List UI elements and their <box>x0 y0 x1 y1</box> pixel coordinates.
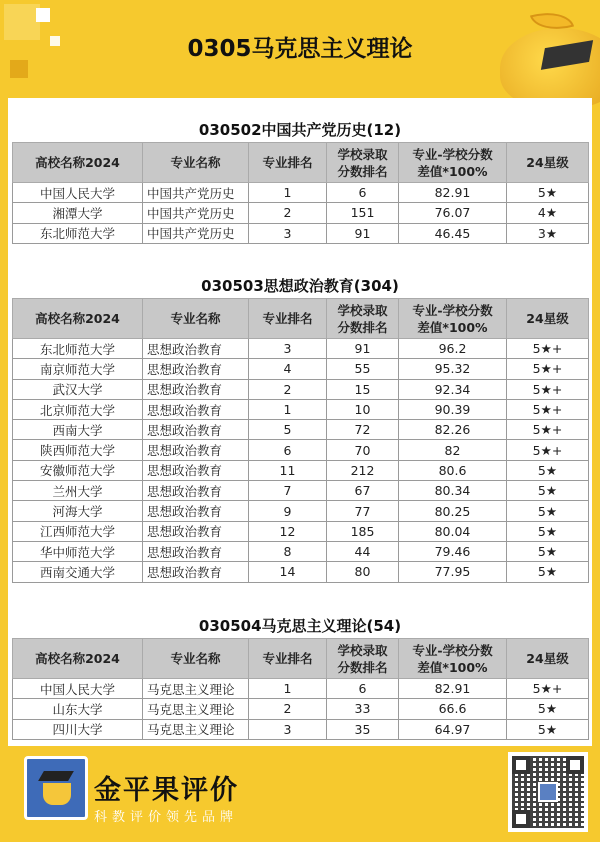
major-cell: 思想政治教育 <box>143 460 249 480</box>
major-rank-cell: 12 <box>249 521 327 541</box>
major-rank-cell: 7 <box>249 481 327 501</box>
col-header-score-diff: 专业-学校分数 差值*100% <box>399 143 507 183</box>
star-rating-cell: 5★ <box>507 719 589 739</box>
major-rank-cell: 5 <box>249 420 327 440</box>
table-header-row <box>13 299 589 339</box>
university-cell: 山东大学 <box>13 699 143 719</box>
score-rank-cell: 33 <box>327 699 399 719</box>
score-diff-cell: 66.6 <box>399 699 507 719</box>
score-rank-cell: 80 <box>327 562 399 582</box>
university-cell: 南京师范大学 <box>13 359 143 379</box>
university-cell: 华中师范大学 <box>13 541 143 561</box>
col-header-score-rank: 学校录取 分数排名 <box>327 639 399 679</box>
score-rank-cell: 212 <box>327 460 399 480</box>
major-cell: 思想政治教育 <box>143 521 249 541</box>
major-cell: 马克思主义理论 <box>143 699 249 719</box>
star-rating-cell: 5★+ <box>507 339 589 359</box>
score-rank-cell: 91 <box>327 339 399 359</box>
major-rank-cell: 3 <box>249 719 327 739</box>
score-diff-cell: 80.04 <box>399 521 507 541</box>
table-row <box>13 719 589 739</box>
star-rating-cell: 5★ <box>507 541 589 561</box>
score-rank-cell: 77 <box>327 501 399 521</box>
table-row <box>13 359 589 379</box>
col-header-major-rank: 专业排名 <box>249 639 327 679</box>
star-rating-cell: 5★ <box>507 460 589 480</box>
col-header-star: 24星级 <box>507 639 589 679</box>
major-rank-cell: 14 <box>249 562 327 582</box>
star-rating-cell: 5★ <box>507 183 589 203</box>
col-header-major-rank: 专业排名 <box>249 143 327 183</box>
university-cell: 西南交通大学 <box>13 562 143 582</box>
content-panel <box>8 98 592 746</box>
university-cell: 东北师范大学 <box>13 223 143 243</box>
col-header-star: 24星级 <box>507 143 589 183</box>
university-cell: 江西师范大学 <box>13 521 143 541</box>
table-row <box>13 223 589 243</box>
table-row <box>13 460 589 480</box>
score-diff-cell: 76.07 <box>399 203 507 223</box>
col-header-score-diff: 专业-学校分数 差值*100% <box>399 639 507 679</box>
score-rank-cell: 44 <box>327 541 399 561</box>
star-rating-cell: 3★ <box>507 223 589 243</box>
score-rank-cell: 6 <box>327 183 399 203</box>
table-row <box>13 699 589 719</box>
star-rating-cell: 5★ <box>507 481 589 501</box>
score-rank-cell: 10 <box>327 399 399 419</box>
table-header-row <box>13 639 589 679</box>
star-rating-cell: 5★+ <box>507 679 589 699</box>
major-rank-cell: 4 <box>249 359 327 379</box>
ranking-table <box>12 638 589 740</box>
section-title: 030504马克思主义理论(54) <box>198 617 402 635</box>
table-row <box>13 541 589 561</box>
score-diff-cell: 96.2 <box>399 339 507 359</box>
table-row <box>13 481 589 501</box>
major-cell: 思想政治教育 <box>143 481 249 501</box>
col-header-score-rank: 学校录取 分数排名 <box>327 143 399 183</box>
score-diff-cell: 80.34 <box>399 481 507 501</box>
university-cell: 河海大学 <box>13 501 143 521</box>
table-row <box>13 679 589 699</box>
star-rating-cell: 5★ <box>507 699 589 719</box>
major-cell: 思想政治教育 <box>143 562 249 582</box>
score-rank-cell: 6 <box>327 679 399 699</box>
col-header-major: 专业名称 <box>143 143 249 183</box>
major-cell: 思想政治教育 <box>143 379 249 399</box>
table-row <box>13 183 589 203</box>
score-diff-cell: 82.91 <box>399 183 507 203</box>
university-cell: 陕西师范大学 <box>13 440 143 460</box>
page-title: 0305马克思主义理论 <box>187 36 413 62</box>
score-rank-cell: 67 <box>327 481 399 501</box>
major-cell: 思想政治教育 <box>143 440 249 460</box>
major-rank-cell: 2 <box>249 203 327 223</box>
score-diff-cell: 80.6 <box>399 460 507 480</box>
star-rating-cell: 5★+ <box>507 420 589 440</box>
col-header-major-rank: 专业排名 <box>249 299 327 339</box>
section-title: 030502中国共产党历史(12) <box>198 121 402 139</box>
major-rank-cell: 3 <box>249 223 327 243</box>
score-diff-cell: 80.25 <box>399 501 507 521</box>
table-row <box>13 440 589 460</box>
table-row <box>13 562 589 582</box>
section-ideology-education <box>8 274 592 583</box>
major-cell: 马克思主义理论 <box>143 679 249 699</box>
col-header-university: 高校名称2024 <box>13 299 143 339</box>
score-rank-cell: 55 <box>327 359 399 379</box>
score-diff-cell: 46.45 <box>399 223 507 243</box>
major-rank-cell: 2 <box>249 379 327 399</box>
major-cell: 思想政治教育 <box>143 420 249 440</box>
table-row <box>13 399 589 419</box>
col-header-university: 高校名称2024 <box>13 639 143 679</box>
university-cell: 东北师范大学 <box>13 339 143 359</box>
table-row <box>13 521 589 541</box>
university-cell: 西南大学 <box>13 420 143 440</box>
university-cell: 武汉大学 <box>13 379 143 399</box>
major-rank-cell: 1 <box>249 679 327 699</box>
qr-code-icon <box>508 752 588 832</box>
major-rank-cell: 9 <box>249 501 327 521</box>
table-header-row <box>13 143 589 183</box>
major-rank-cell: 1 <box>249 399 327 419</box>
section-marxism-theory <box>8 614 592 740</box>
star-rating-cell: 5★+ <box>507 379 589 399</box>
major-cell: 思想政治教育 <box>143 359 249 379</box>
major-rank-cell: 8 <box>249 541 327 561</box>
table-row <box>13 379 589 399</box>
star-rating-cell: 5★+ <box>507 359 589 379</box>
score-diff-cell: 64.97 <box>399 719 507 739</box>
section-party-history <box>8 118 592 244</box>
score-rank-cell: 15 <box>327 379 399 399</box>
major-cell: 马克思主义理论 <box>143 719 249 739</box>
major-rank-cell: 6 <box>249 440 327 460</box>
score-rank-cell: 72 <box>327 420 399 440</box>
major-cell: 思想政治教育 <box>143 501 249 521</box>
university-cell: 中国人民大学 <box>13 183 143 203</box>
university-cell: 中国人民大学 <box>13 679 143 699</box>
score-rank-cell: 70 <box>327 440 399 460</box>
brand-logo-icon <box>24 756 88 820</box>
ranking-table <box>12 298 589 583</box>
major-cell: 中国共产党历史 <box>143 223 249 243</box>
score-diff-cell: 77.95 <box>399 562 507 582</box>
major-cell: 思想政治教育 <box>143 399 249 419</box>
score-rank-cell: 185 <box>327 521 399 541</box>
major-rank-cell: 1 <box>249 183 327 203</box>
col-header-major: 专业名称 <box>143 299 249 339</box>
university-cell: 安徽师范大学 <box>13 460 143 480</box>
star-rating-cell: 5★ <box>507 562 589 582</box>
score-diff-cell: 90.39 <box>399 399 507 419</box>
major-rank-cell: 2 <box>249 699 327 719</box>
score-rank-cell: 151 <box>327 203 399 223</box>
table-row <box>13 203 589 223</box>
major-rank-cell: 3 <box>249 339 327 359</box>
major-cell: 中国共产党历史 <box>143 203 249 223</box>
star-rating-cell: 5★ <box>507 501 589 521</box>
col-header-major: 专业名称 <box>143 639 249 679</box>
brand-slogan: 科教评价领先品牌 <box>94 810 239 825</box>
col-header-score-rank: 学校录取 分数排名 <box>327 299 399 339</box>
university-cell: 北京师范大学 <box>13 399 143 419</box>
score-diff-cell: 82.91 <box>399 679 507 699</box>
brand-name: 金平果评价 <box>94 775 239 806</box>
major-cell: 思想政治教育 <box>143 541 249 561</box>
score-diff-cell: 79.46 <box>399 541 507 561</box>
major-cell: 思想政治教育 <box>143 339 249 359</box>
star-rating-cell: 5★+ <box>507 440 589 460</box>
major-cell: 中国共产党历史 <box>143 183 249 203</box>
score-rank-cell: 35 <box>327 719 399 739</box>
score-diff-cell: 82 <box>399 440 507 460</box>
col-header-star: 24星级 <box>507 299 589 339</box>
col-header-university: 高校名称2024 <box>13 143 143 183</box>
score-rank-cell: 91 <box>327 223 399 243</box>
star-rating-cell: 4★ <box>507 203 589 223</box>
star-rating-cell: 5★+ <box>507 399 589 419</box>
ranking-table <box>12 142 589 244</box>
table-row <box>13 339 589 359</box>
star-rating-cell: 5★ <box>507 521 589 541</box>
score-diff-cell: 95.32 <box>399 359 507 379</box>
table-row <box>13 501 589 521</box>
table-row <box>13 420 589 440</box>
university-cell: 四川大学 <box>13 719 143 739</box>
decor-square <box>36 8 50 22</box>
score-diff-cell: 82.26 <box>399 420 507 440</box>
section-title: 030503思想政治教育(304) <box>201 277 399 295</box>
score-diff-cell: 92.34 <box>399 379 507 399</box>
university-cell: 兰州大学 <box>13 481 143 501</box>
university-cell: 湘潭大学 <box>13 203 143 223</box>
major-rank-cell: 11 <box>249 460 327 480</box>
col-header-score-diff: 专业-学校分数 差值*100% <box>399 299 507 339</box>
